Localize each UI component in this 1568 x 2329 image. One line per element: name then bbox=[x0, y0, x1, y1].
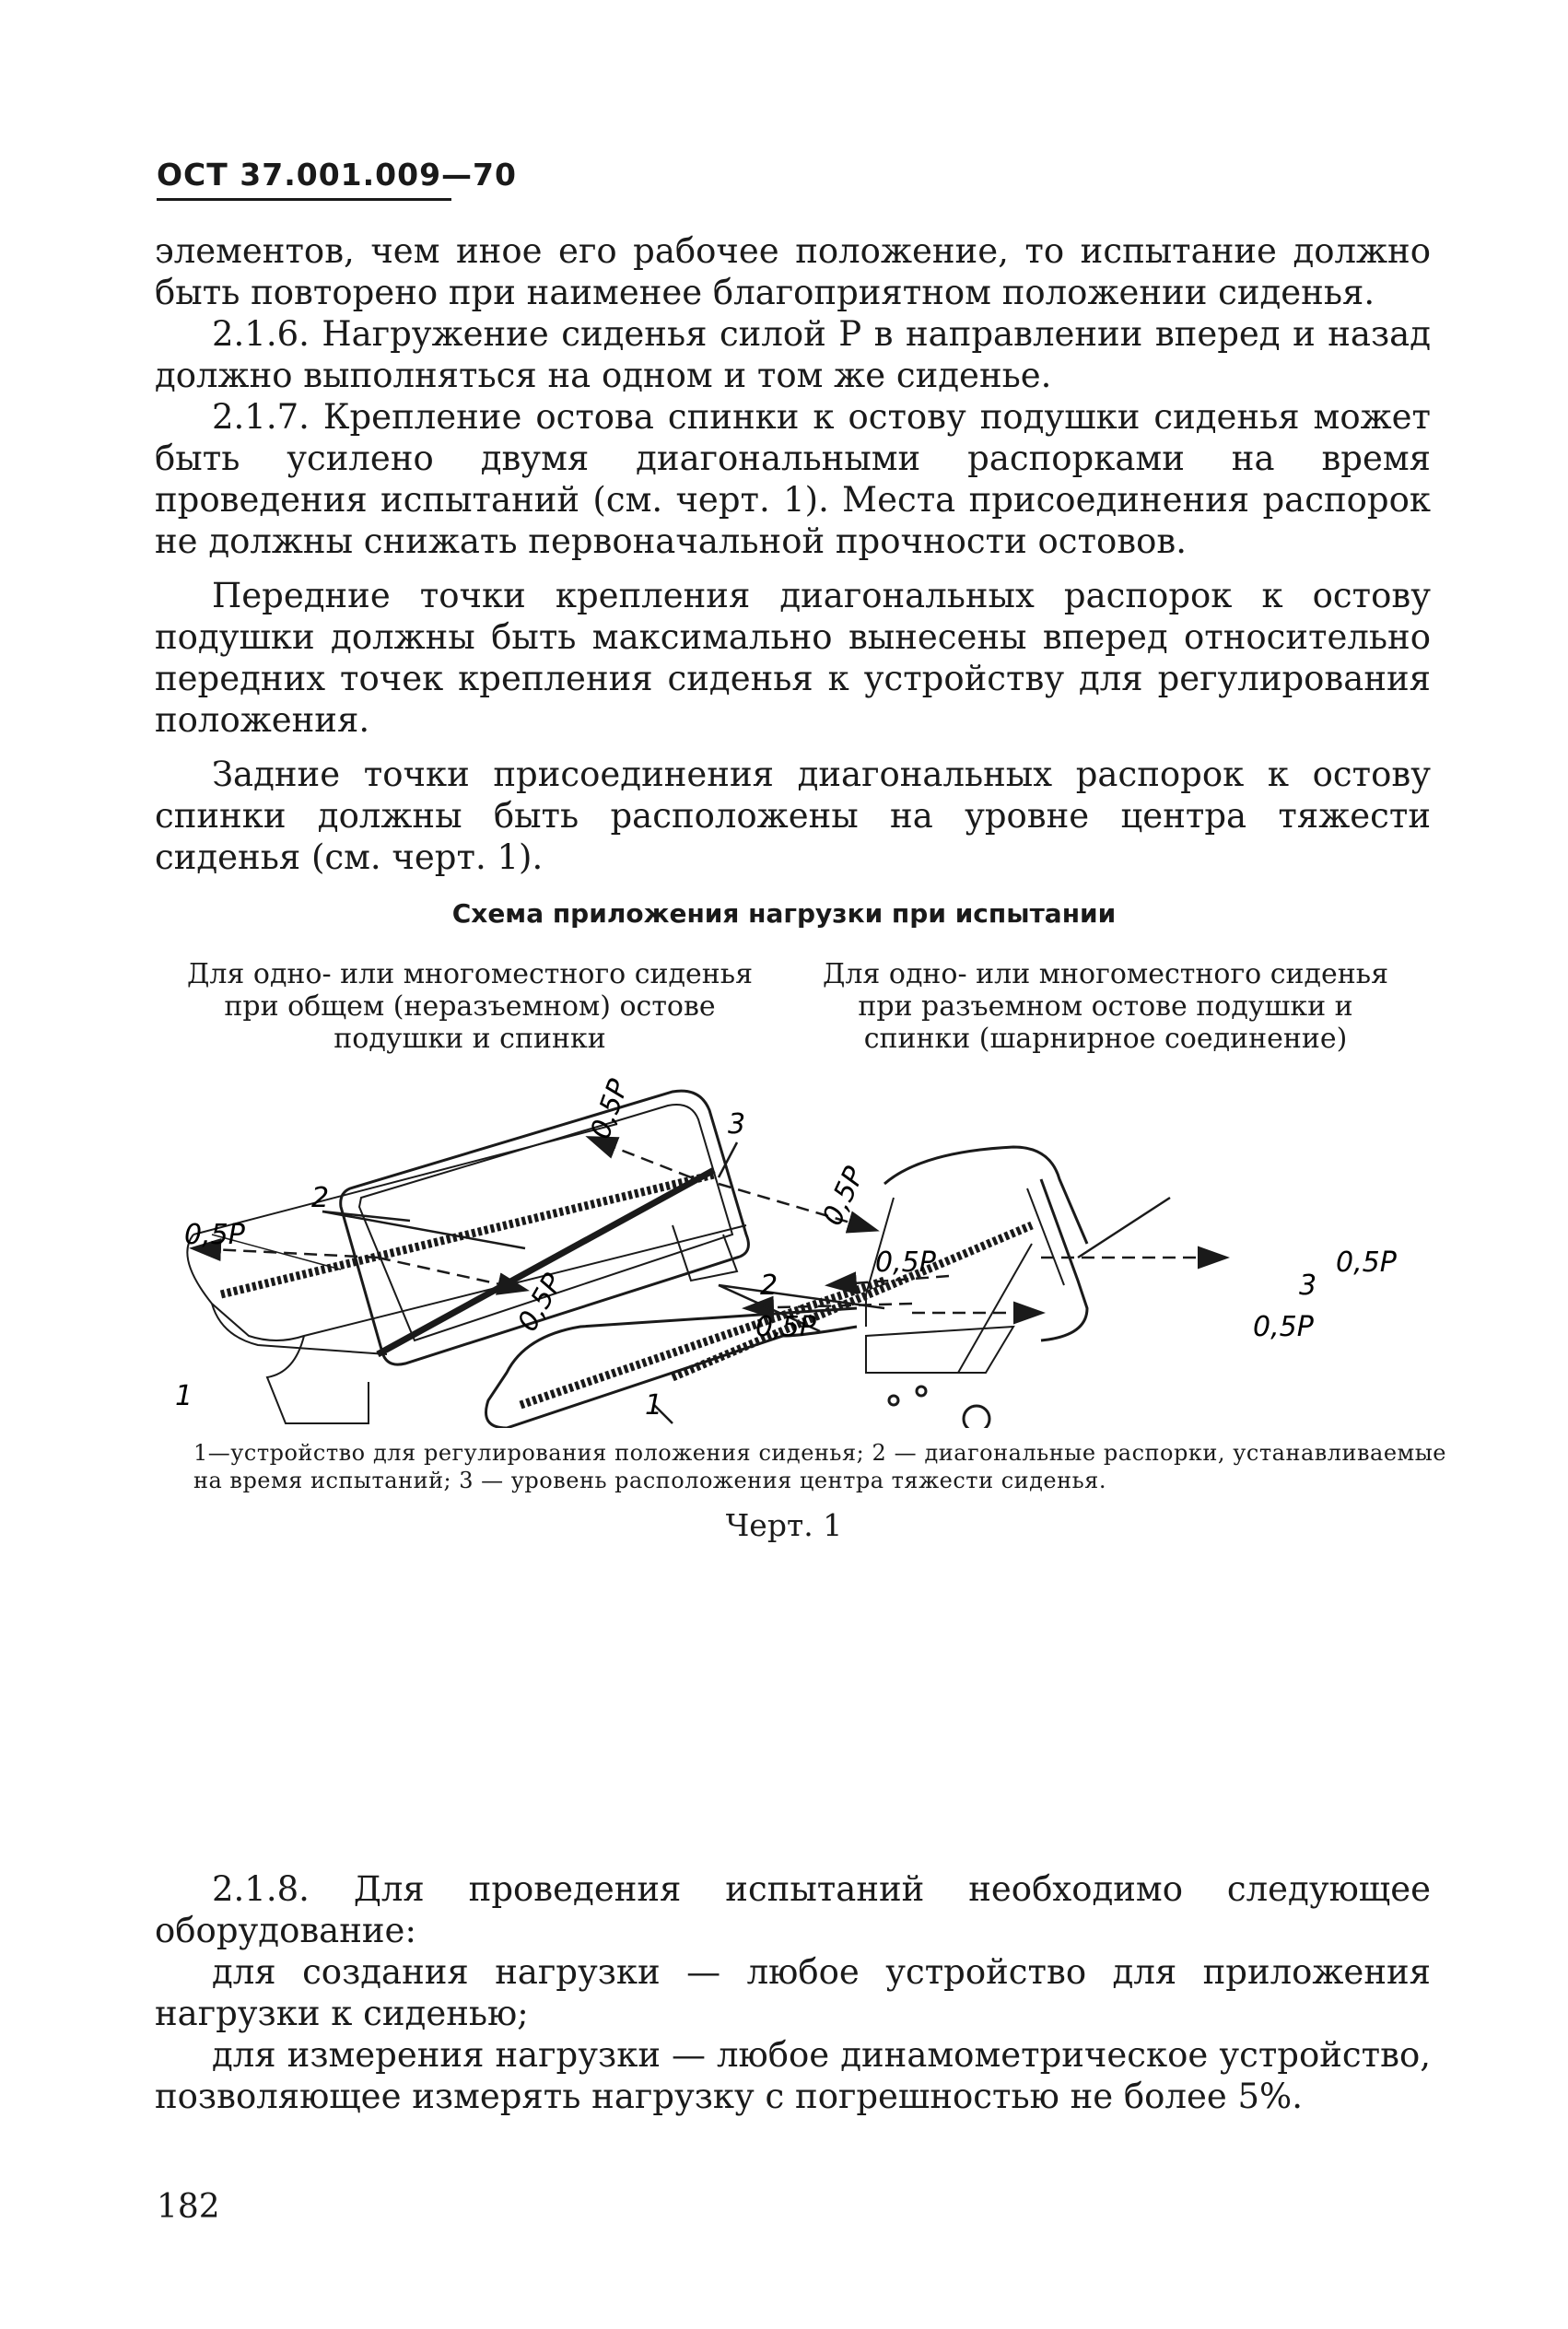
label-05p-left-bottom: 0,5P bbox=[511, 1268, 570, 1338]
label-1-right: 1 bbox=[645, 1389, 663, 1422]
single-seat-load-arrows bbox=[654, 1198, 1225, 1423]
paragraph-rear-points: Задние точки присоединения диагональных распорок к остову спинки должны быть расположены на уровне центра тяжести сиденья (см. черт. 1). bbox=[155, 755, 1431, 877]
label-2-left: 2 bbox=[311, 1182, 330, 1214]
label-05p-right-top: 0,5P bbox=[875, 1246, 936, 1279]
label-2-right: 2 bbox=[760, 1270, 778, 1302]
label-3-right: 3 bbox=[1299, 1270, 1317, 1302]
label-05p-right-right: 0,5P bbox=[1336, 1246, 1397, 1279]
paragraph-load-creation: для создания нагрузки — любое устройство для приложения нагрузки к сиденью; bbox=[155, 1952, 1431, 2033]
figure-caption: 1—устройство для регулирования положения сиденья; 2 — диагональные распорки, устанавливаемые на время испытаний; 3 — уровень расположения центра тяжести сиденья. bbox=[193, 1440, 1446, 1493]
paragraph-load-measurement: для измерения нагрузки — любое динамометрическое устройство, позволяющее измерять нагрузку с погрешностью не более 5%. bbox=[155, 2035, 1431, 2116]
paragraph-2-1-7: 2.1.7. Крепление остова спинки к остову подушки сиденья может быть усилено двумя диагональными распорками на время проведения испытаний (см. черт. 1). Места присоединения распорок не должны снижать первоначальной прочности остовов. bbox=[155, 397, 1431, 561]
text-block-bottom bbox=[155, 1868, 1431, 2117]
figure-right-subtitle: Для одно- или многоместного сиденья при разъемном остове подушки и спинки (шарнирное соединение) bbox=[822, 958, 1389, 1055]
header-rule bbox=[157, 198, 451, 201]
label-05p-left-left: 0,5P bbox=[184, 1219, 245, 1251]
figure-left-subtitle: Для одно- или многоместного сиденья при общем (неразъемном) остове подушки и спинки bbox=[186, 958, 754, 1055]
bench-seat-drawing bbox=[187, 1091, 748, 1423]
label-05p-right-bottom: 0,5P bbox=[1253, 1311, 1314, 1343]
document-code: ОСТ 37.001.009—70 bbox=[157, 157, 517, 193]
seat-load-diagram bbox=[157, 1059, 1446, 1428]
page-number: 182 bbox=[157, 2188, 220, 2226]
label-1-left: 1 bbox=[175, 1380, 193, 1412]
label-3-left: 3 bbox=[728, 1108, 746, 1141]
label-05p-left-right: 0,5P bbox=[816, 1162, 872, 1231]
paragraph-front-points: Передние точки крепления диагональных распорок к остову подушки должны быть максимально вынесены вперед относительно передних точек крепления сиденья к устройству для регулирования положения. bbox=[155, 576, 1431, 740]
text-block-top bbox=[155, 230, 1431, 878]
label-05p-right-left: 0,5P bbox=[755, 1311, 816, 1343]
paragraph-2-1-8: 2.1.8. Для проведения испытаний необходимо следующее оборудование: bbox=[155, 1869, 1431, 1950]
paragraph-2-1-6: 2.1.6. Нагружение сиденья силой P в направлении вперед и назад должно выполняться на одном и том же сиденье. bbox=[155, 314, 1431, 395]
paragraph-continuation: элементов, чем иное его рабочее положение, то испытание должно быть повторено при наименее благоприятном положении сиденья. bbox=[155, 231, 1431, 312]
figure-reference: Черт. 1 bbox=[725, 1507, 843, 1543]
figure-title: Схема приложения нагрузки при испытании bbox=[451, 898, 1117, 929]
label-05p-left-top: 0,5P bbox=[584, 1075, 636, 1143]
